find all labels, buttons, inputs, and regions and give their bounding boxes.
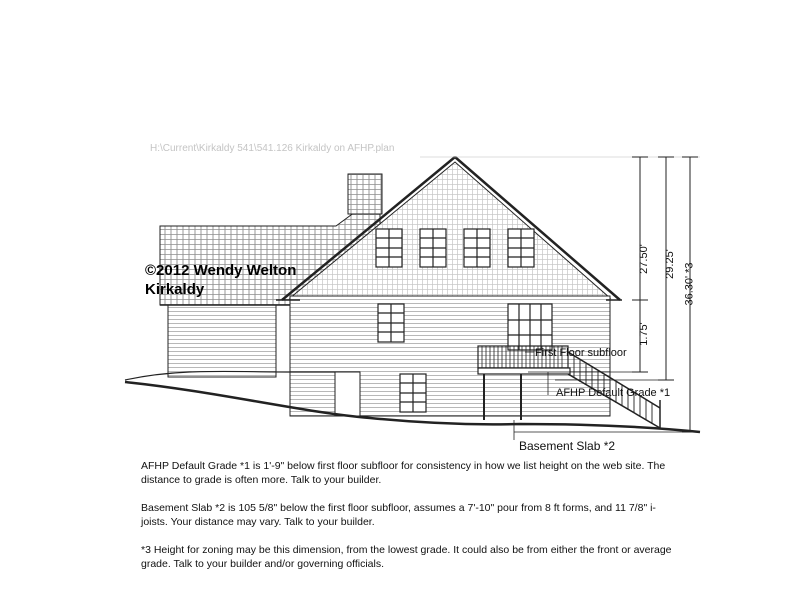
note-default-grade: AFHP Default Grade *1 is 1'-9" below first floor subfloor for consistency in how we list height on the web site. The distance to grade is often more. Talk to your builder. bbox=[141, 460, 666, 486]
copyright-label bbox=[145, 261, 296, 299]
dimension-29-25: 29.25' bbox=[663, 249, 676, 279]
dimension-27-50: 27.50' bbox=[637, 244, 650, 274]
file-path-label: H:\Current\Kirkaldy 541\541.126 Kirkaldy on AFHP.plan bbox=[150, 143, 395, 154]
first-floor-subfloor-label: First Floor subfloor bbox=[535, 347, 627, 359]
dimension-36-30: 36.30' *3 bbox=[683, 262, 696, 306]
copyright-line-1: ©2012 Wendy Welton bbox=[145, 262, 297, 279]
copyright-line-2: Kirkaldy bbox=[145, 281, 205, 298]
note-zoning-height: *3 Height for zoning may be this dimension, from the lowest grade. It could also be from either the front or average grade. Talk to your builder and/or governing officials. bbox=[141, 544, 672, 570]
dimension-1-75: 1.75' bbox=[637, 322, 650, 346]
notes-block bbox=[141, 459, 681, 585]
basement-slab-label: Basement Slab *2 bbox=[519, 439, 616, 453]
default-grade-label: AFHP Default Grade *1 bbox=[556, 387, 671, 399]
main-gable-wall bbox=[276, 157, 622, 416]
left-wing-wall bbox=[160, 305, 292, 377]
note-basement-slab: Basement Slab *2 is 105 5/8" below the first floor subfloor, assumes a 7'-10" pour from 8 ft forms, and 11 7/8" i-joists. Your distance may vary. Talk to your builder. bbox=[141, 502, 656, 528]
